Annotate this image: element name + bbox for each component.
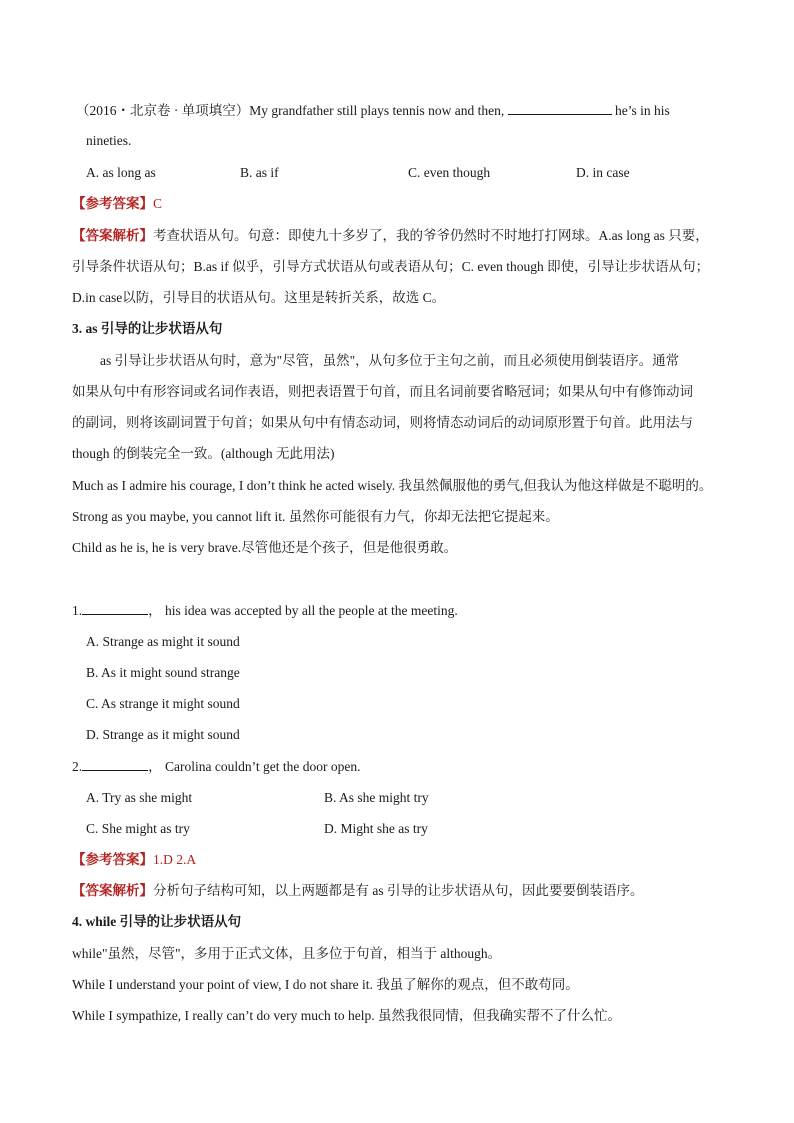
option-d: D. Strange as it might sound (86, 727, 240, 742)
section-heading: 4. while 引导的让步状语从句 (72, 914, 242, 929)
option-b: B. As it might sound strange (86, 665, 240, 680)
explanation-line: 引导条件状语从句；B.as if 似乎，引导方式状语从句或表语从句；C. even though 即使，引导让步状语从句； (72, 259, 710, 274)
question-text: （2016・北京卷 · 单项填空）My grandfather still plays tennis now and then, (76, 103, 508, 118)
explanation-text: 考查状语从句。句意：即使九十多岁了，我的爷爷仍然时不时地打打网球。A.as long as 只要， (153, 228, 709, 243)
answer-blank (508, 100, 612, 115)
exercise-number: 2. (72, 759, 83, 774)
answer-value: 1.D 2.A (153, 852, 197, 867)
option-c: C. As strange it might sound (86, 696, 240, 711)
option-c: C. even though (408, 165, 491, 180)
option-d: D. in case (576, 165, 630, 180)
example-sentence: While I sympathize, I really can’t do very much to help. 虽然我很同情，但我确实帮不了什么忙。 (72, 1008, 622, 1023)
paragraph-line: though 的倒装完全一致。(although 无此用法) (72, 446, 335, 461)
exercise-number: 1. (72, 603, 83, 618)
paragraph-line: as 引导让步状语从句时，意为"尽管，虽然"，从句多位于主句之前，而且必须使用倒装语序。通常 (100, 353, 680, 368)
explanation (72, 881, 644, 901)
explanation-text: 分析句子结构可知，以上两题都是有 as 引导的让步状语从句，因此要要倒装语序。 (153, 883, 644, 898)
question-stem (76, 100, 670, 121)
option-b: B. as if (240, 165, 279, 180)
paragraph-line: while"虽然，尽管"，多用于正式文体，且多位于句首，相当于 although。 (72, 946, 502, 961)
exercise-text: ， his idea was accepted by all the people at the meeting. (148, 603, 458, 618)
example-sentence: Much as I admire his courage, I don’t think he acted wisely. 我虽然佩服他的勇气,但我认为他这样做是不聪明的。 (72, 478, 713, 493)
option-d: D. Might she as try (324, 821, 428, 836)
reference-answer (72, 850, 196, 870)
answer-value: C (153, 196, 163, 211)
answer-label: 【参考答案】 (72, 852, 153, 867)
answer-blank (82, 756, 148, 771)
explanation (72, 226, 709, 246)
exercise-stem (72, 756, 360, 777)
question-text-tail: he’s in his (611, 103, 670, 118)
option-b: B. As she might try (324, 790, 429, 805)
exercise-text: ， Carolina couldn’t get the door open. (148, 759, 361, 774)
example-sentence: While I understand your point of view, I do not share it. 我虽了解你的观点，但不敢苟同。 (72, 977, 579, 992)
option-a: A. Strange as might it sound (86, 634, 240, 649)
explanation-label: 【答案解析】 (72, 228, 153, 243)
exercise-stem (72, 600, 458, 621)
example-sentence: Child as he is, he is very brave.尽管他还是个孩子，但是他很勇敢。 (72, 540, 458, 555)
option-c: C. She might as try (86, 821, 190, 836)
paragraph-line: 的副词，则将该副词置于句首；如果从句中有情态动词，则将情态动词后的动词原形置于句首。此用法与 (72, 415, 693, 430)
answer-blank (82, 600, 148, 615)
answer-label: 【参考答案】 (72, 196, 153, 211)
option-a: A. Try as she might (86, 790, 193, 805)
explanation-line: D.in case以防，引导目的状语从句。这里是转折关系，故选 C。 (72, 290, 446, 305)
option-a: A. as long as (86, 165, 156, 180)
reference-answer (72, 194, 162, 214)
example-sentence: Strong as you maybe, you cannot lift it. 虽然你可能很有力气，你却无法把它提起来。 (72, 509, 559, 524)
question-continuation: nineties. (86, 133, 132, 148)
section-heading: 3. as 引导的让步状语从句 (72, 321, 223, 336)
explanation-label: 【答案解析】 (72, 883, 153, 898)
paragraph-line: 如果从句中有形容词或名词作表语，则把表语置于句首，而且名词前要省略冠词；如果从句中有修饰动词 (72, 384, 693, 399)
